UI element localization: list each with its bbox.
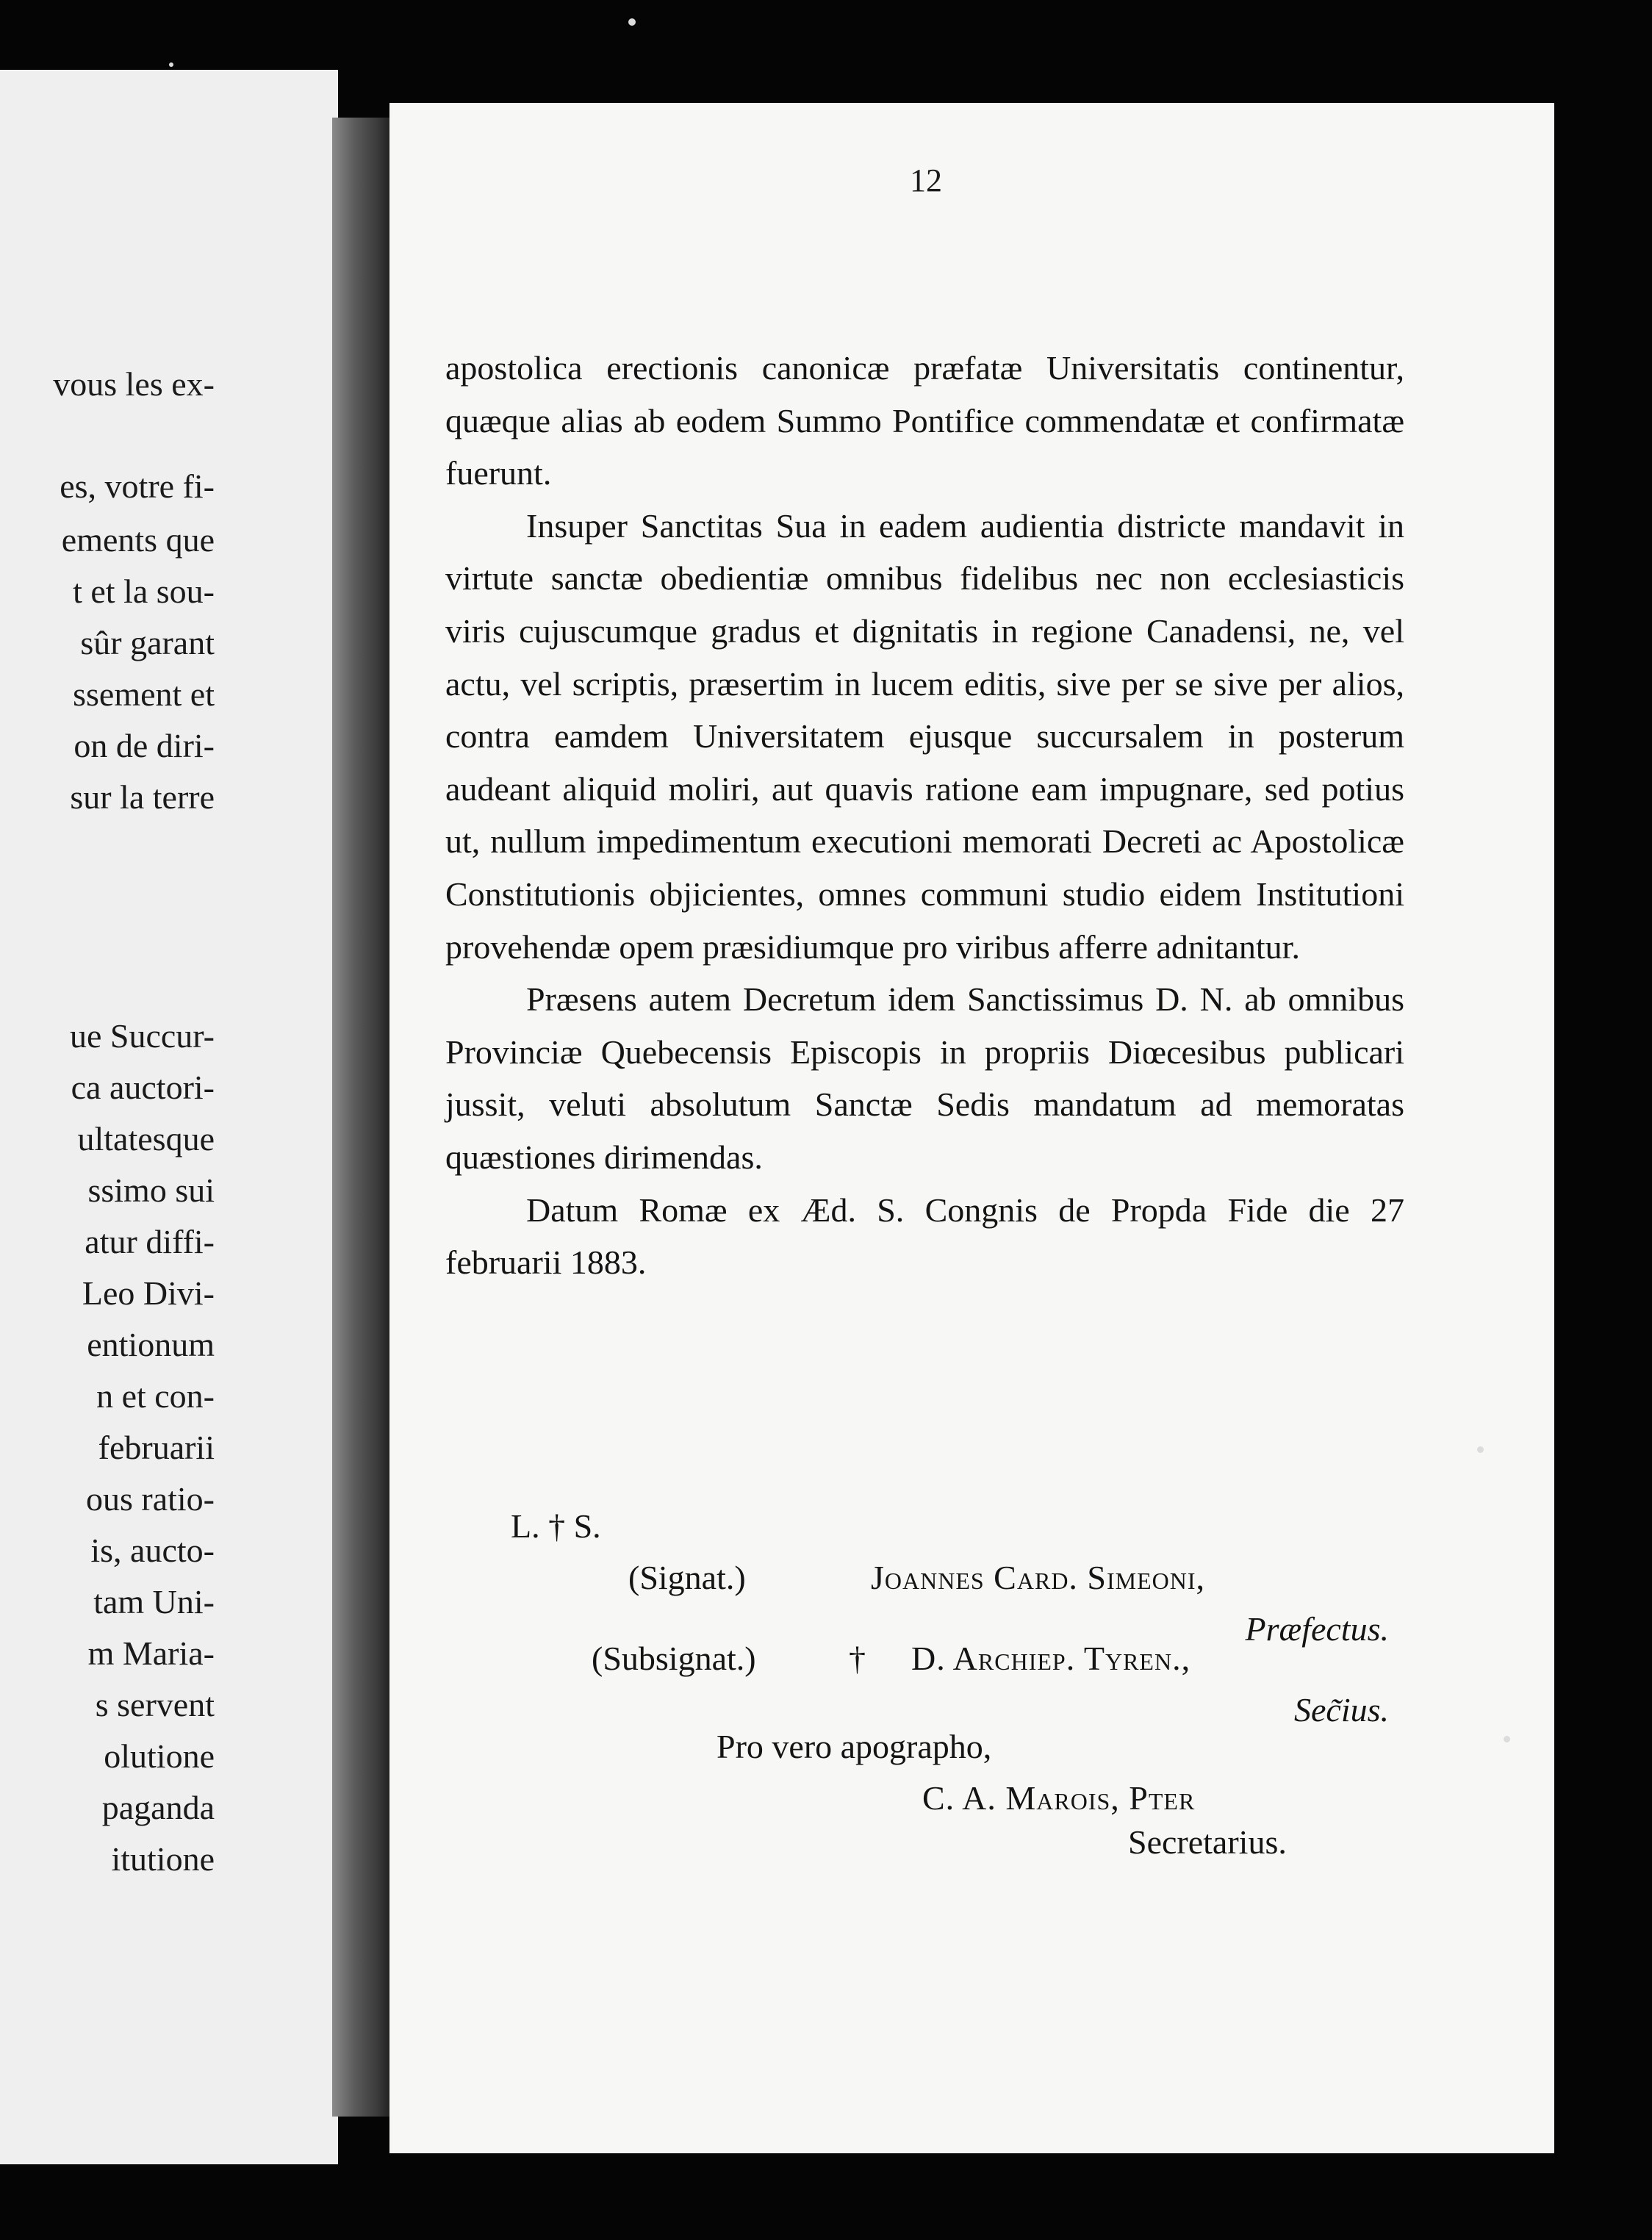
subsignatory-name: D. Archiep. Tyren., bbox=[911, 1640, 1191, 1677]
subsignat-label: (Subsignat.) bbox=[592, 1640, 756, 1677]
secretary-title: Secretarius. bbox=[1128, 1823, 1287, 1861]
paragraph-insuper: Insuper Sanctitas Sua in eadem audientia districte mandavit in virtute sanctæ obedientiæ omnibus fidelibus nec non ecclesiasticis viris cujuscumque gradus et dignitatis in regione Canadensi, ne, vel actu, vel scriptis, præsertim in lucem editis, sive per se sive per alios, contra eamdem Universitatem ejusque succursalem in posterum audeant aliquid moliri, aut quavis ratione eam impugnare, sed potius ut, nullum impedimentum executioni memorati Decreti ac Apostolicæ Constitutionis objicientes, omnes communi studio eidem Institutioni provehendæ opem præsidiumque pro viribus afferre adnitantur. bbox=[445, 506, 1404, 966]
left-line: on de diri- bbox=[73, 727, 215, 764]
paragraph-datum: Datum Romæ ex Æd. S. Congnis de Propda Fide die 27 februarii 1883. bbox=[445, 1191, 1404, 1282]
left-line: ue Succur- bbox=[69, 1017, 215, 1055]
page-number: 12 bbox=[910, 162, 942, 198]
dust-speck bbox=[1504, 1736, 1510, 1742]
left-page-fragment bbox=[0, 70, 338, 2164]
book-spine-shadow bbox=[332, 118, 389, 2117]
seal-mark: L. † S. bbox=[511, 1507, 601, 1545]
left-line: vous les ex- bbox=[53, 365, 215, 403]
signature-block bbox=[441, 1507, 1404, 1867]
dust-speck bbox=[628, 18, 636, 26]
dust-speck bbox=[1477, 1446, 1484, 1453]
signat-label: (Signat.) bbox=[628, 1559, 746, 1596]
left-line: sur la terre bbox=[70, 778, 215, 816]
cross-mark: † bbox=[849, 1640, 866, 1677]
signatory-title: Præfectus. bbox=[1245, 1610, 1389, 1648]
left-line: m Maria- bbox=[87, 1634, 215, 1672]
left-line: Leo Divi- bbox=[82, 1274, 215, 1312]
left-line: ssimo sui bbox=[87, 1171, 215, 1209]
main-text bbox=[445, 342, 1404, 1289]
dust-speck bbox=[169, 62, 173, 67]
subsignatory-title: Sec̃ius. bbox=[1293, 1691, 1389, 1729]
left-line: itutione bbox=[111, 1840, 215, 1878]
left-line: ous ratio- bbox=[85, 1480, 215, 1518]
left-line: februarii bbox=[98, 1429, 215, 1466]
left-line: ultatesque bbox=[77, 1120, 215, 1157]
left-line: t et la sou- bbox=[73, 572, 215, 610]
left-line: es, votre fi- bbox=[60, 467, 215, 505]
left-line: ssement et bbox=[73, 675, 215, 713]
left-line: entionum bbox=[87, 1326, 215, 1363]
left-line: s servent bbox=[95, 1686, 215, 1723]
left-line: ca auctori- bbox=[71, 1069, 215, 1106]
secretary-name: C. A. Marois, Pter bbox=[922, 1779, 1196, 1817]
paragraph-continuation: apostolica erectionis canonicæ præfatæ Universitatis continentur, quæque alias ab eodem Summo Pontifice commendatæ et confirmatæ fuerunt. bbox=[445, 349, 1404, 492]
left-line: n et con- bbox=[96, 1377, 215, 1415]
left-line: olutione bbox=[104, 1737, 215, 1775]
left-line: atur diffi- bbox=[85, 1223, 215, 1260]
left-line: tam Uni- bbox=[93, 1583, 215, 1620]
paragraph-praesens: Præsens autem Decretum idem Sanctissimus D. N. ab omnibus Provinciæ Quebecensis Episcopis in propriis Diœcesibus publicari jussit, veluti absolutum Sanctæ Sedis mandatum ad memoratas quæstiones dirimendas. bbox=[445, 980, 1404, 1176]
left-line: paganda bbox=[101, 1789, 215, 1826]
left-line: ements que bbox=[61, 521, 215, 559]
signatory-name: Joannes Card. Simeoni, bbox=[871, 1559, 1206, 1596]
left-line: is, aucto- bbox=[90, 1532, 215, 1569]
pro-vero-line: Pro vero apographo, bbox=[717, 1728, 992, 1765]
left-line: sûr garant bbox=[80, 624, 215, 661]
